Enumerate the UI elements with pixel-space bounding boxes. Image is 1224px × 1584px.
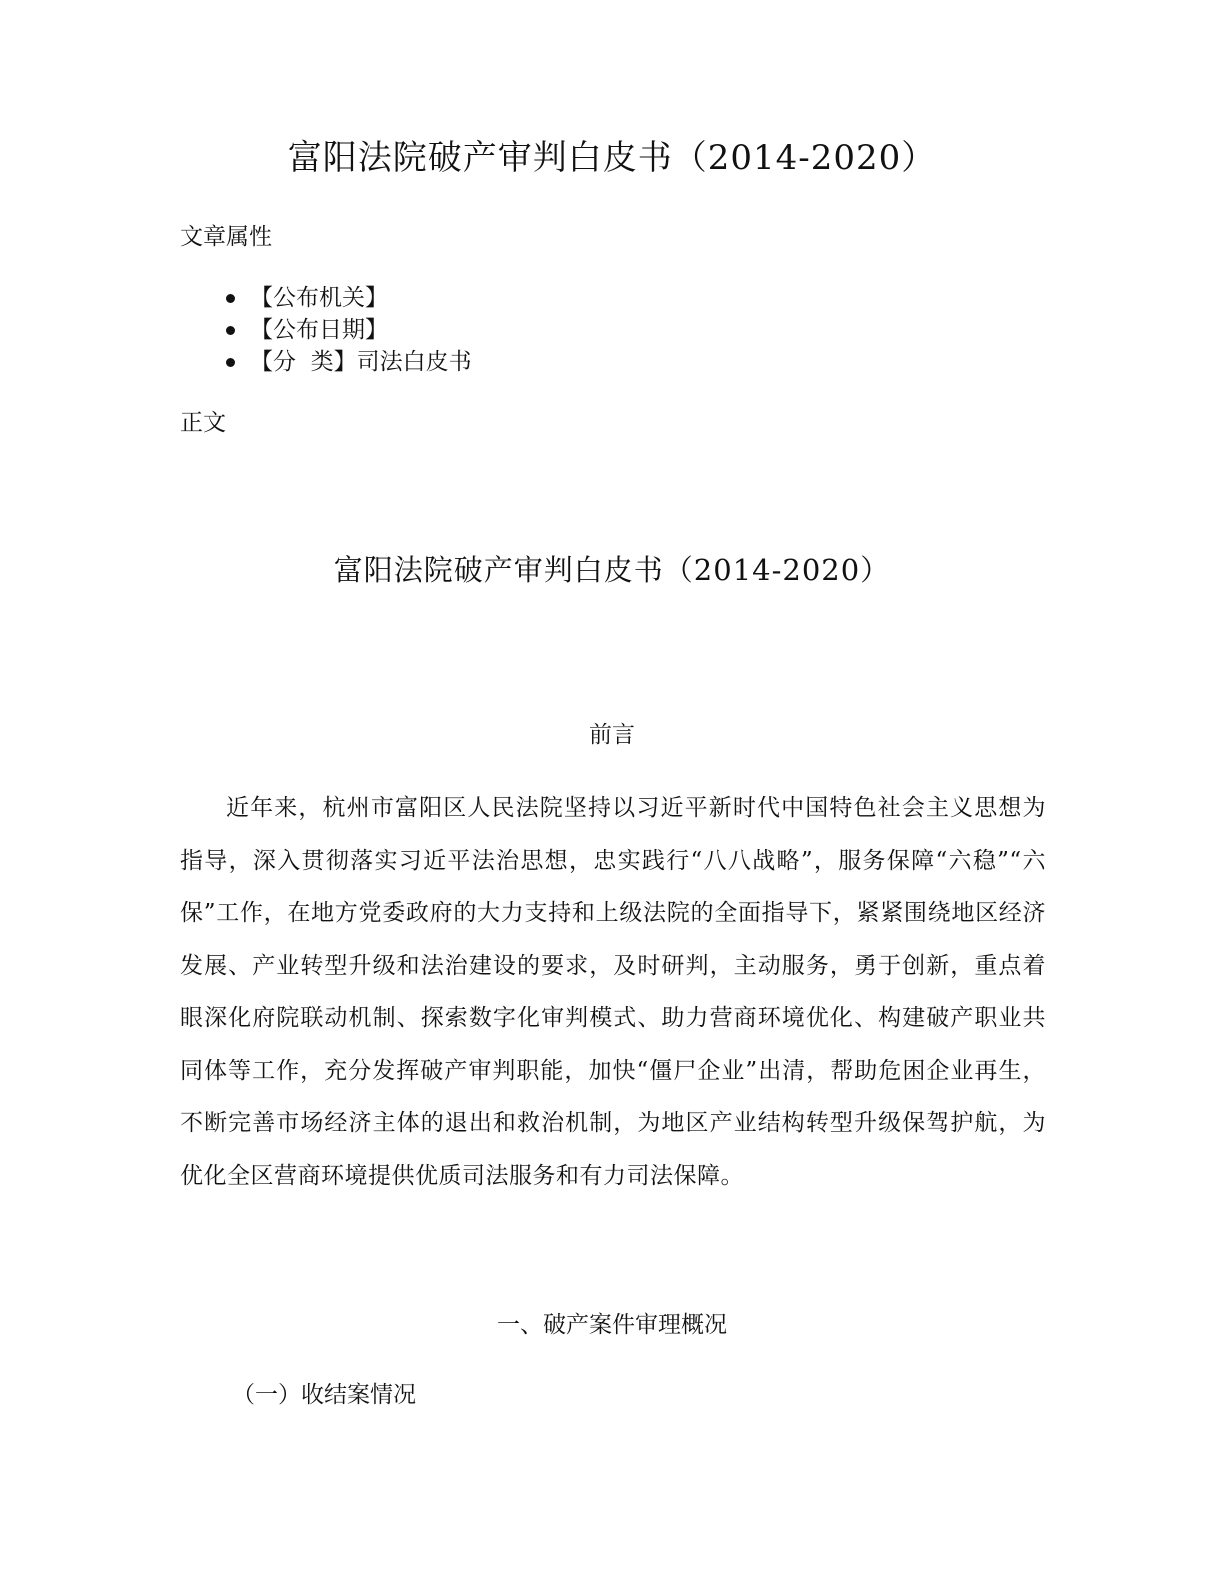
document-title: 富阳法院破产审判白皮书（2014-2020） [287, 138, 937, 178]
preface-paragraph: 近年来，杭州市富阳区人民法院坚持以习近平新时代中国特色社会主义思想为指导，深入贯彻落实习近平法治思想，忠实践行“八八战略”，服务保障“六稳”“六保”工作，在地方党委政府的大力支持和上级法院的全面指导下，紧紧围绕地区经济发展、产业转型升级和法治建设的要求，及时研判，主动服务，勇于创新，重点着眼深化府院联动机制、探索数字化审判模式、助力营商环境优化、构建破产职业共同体等工作，充分发挥破产审判职能，加快“僵尸企业”出清，帮助危困企业再生，不断完善市场经济主体的退出和救治机制，为地区产业结构转型升级保驾护航，为优化全区营商环境提供优质司法服务和有力司法保障。 [180, 795, 1046, 1189]
attribute-text: 【分 类】司法白皮书 [250, 349, 472, 375]
section-heading: 一、破产案件审理概况 [497, 1312, 727, 1338]
attributes-label: 文章属性 [180, 224, 272, 250]
attributes-list [226, 282, 472, 378]
body-label: 正文 [180, 410, 226, 436]
bullet-icon [226, 358, 235, 367]
attribute-item-category [226, 346, 472, 378]
attribute-item-date [226, 314, 472, 346]
subsection-heading: （一）收结案情况 [232, 1382, 416, 1408]
attribute-text: 【公布机关】 [250, 285, 388, 311]
body-title: 富阳法院破产审判白皮书（2014-2020） [333, 553, 891, 587]
bullet-icon [226, 294, 235, 303]
preface-heading: 前言 [589, 722, 635, 748]
attribute-item-publisher [226, 282, 472, 314]
attribute-text: 【公布日期】 [250, 317, 388, 343]
bullet-icon [226, 326, 235, 335]
